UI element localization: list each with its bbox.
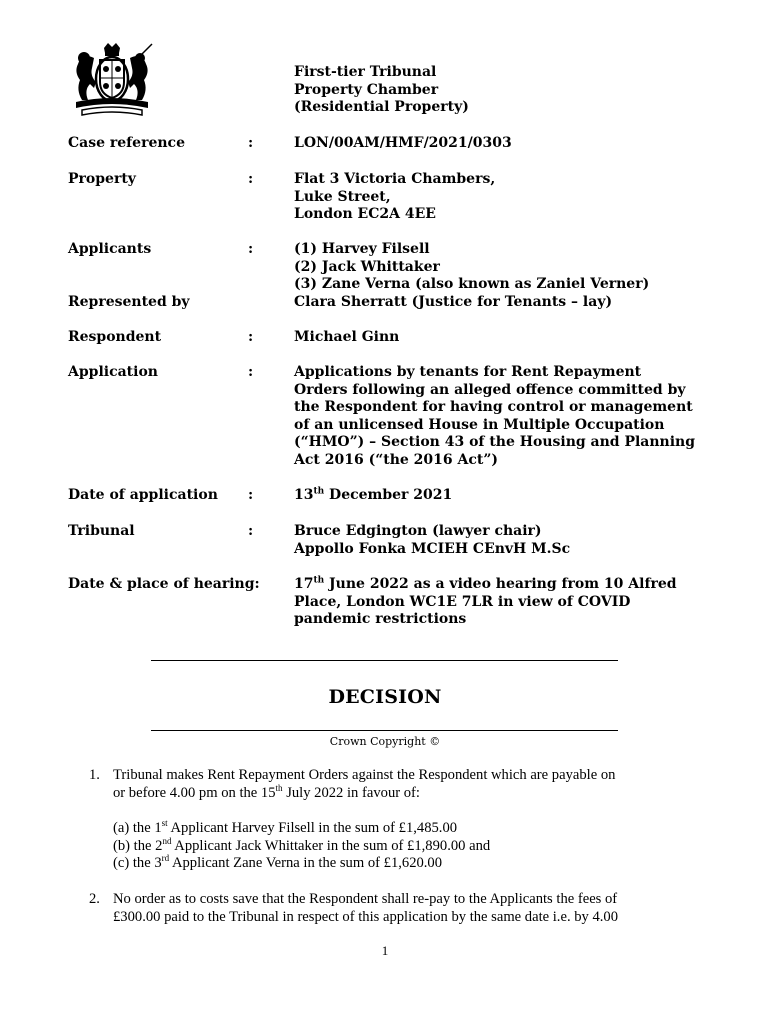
tribunal-label: Tribunal: [68, 523, 135, 539]
address-line: Luke Street,: [294, 188, 391, 205]
address-line: Flat 3 Victoria Chambers,: [294, 171, 496, 187]
royal-coat-of-arms-logo: [68, 42, 156, 118]
represented-by-label: Represented by: [68, 294, 190, 310]
application-line: Applications by tenants for Rent Repayment: [294, 364, 642, 380]
paragraph-text: [113, 891, 703, 926]
hearing-line: 17th June 2022 as a video hearing from 10 Alfred: [294, 575, 677, 592]
colon: :: [248, 135, 254, 151]
award-item: (a) the 1st Applicant Harvey Filsell in the sum of £1,485.00: [113, 818, 458, 836]
award-item: (c) the 3rd Applicant Zane Verna in the sum of £1,620.00: [113, 853, 443, 872]
respondent-label: Respondent: [68, 329, 162, 345]
date-of-application-label: Date of application: [68, 487, 218, 503]
award-item: (b) the 2nd Applicant Jack Whittaker in the sum of £1,890.00 and: [113, 835, 491, 854]
divider-top: [151, 660, 618, 661]
applicant-item: (2) Jack Whittaker: [294, 258, 440, 275]
decision-title: DECISION: [328, 686, 442, 708]
application-description: [294, 364, 704, 470]
property-address: [294, 171, 704, 224]
chamber-name: Property Chamber: [294, 81, 439, 98]
divider-bottom: [151, 730, 618, 731]
paragraph-line: or before 4.00 pm on the 15th July 2022 in favour of:: [113, 782, 420, 801]
paragraph-number: 2.: [89, 891, 100, 907]
application-line: Act 2016 (“the 2016 Act”): [294, 451, 499, 468]
application-line: the Respondent for having control or management: [294, 399, 693, 416]
chamber-subtitle: (Residential Property): [294, 99, 469, 116]
property-label: Property: [68, 171, 136, 187]
date-of-application-value: 13th December 2021: [294, 486, 453, 503]
hearing-label: Date & place of hearing:: [68, 576, 260, 592]
page-number: 1: [381, 943, 389, 958]
tribunal-members: [294, 523, 704, 558]
crown-copyright: Crown Copyright ©: [329, 735, 441, 748]
application-line: (“HMO”) – Section 43 of the Housing and Planning: [294, 434, 696, 451]
respondent-value: Michael Ginn: [294, 329, 400, 345]
colon: :: [248, 364, 254, 380]
award-list: [113, 820, 490, 873]
case-reference-label: Case reference: [68, 135, 185, 151]
application-line: of an unlicensed House in Multiple Occupation: [294, 416, 665, 433]
paragraph-line: Tribunal makes Rent Repayment Orders against the Respondent which are payable on: [113, 767, 616, 783]
tribunal-heading: [294, 64, 469, 117]
case-reference-value: LON/00AM/HMF/2021/0303: [294, 135, 512, 151]
hearing-line: Place, London WC1E 7LR in view of COVID: [294, 593, 631, 610]
paragraph-line: No order as to costs save that the Respondent shall re-pay to the Applicants the fees of: [113, 891, 618, 907]
colon: :: [248, 523, 254, 539]
represented-by-value: Clara Sherratt (Justice for Tenants – lay): [294, 294, 613, 310]
colon: :: [248, 171, 254, 187]
colon: :: [248, 487, 254, 503]
tribunal-member: Appollo Fonka MCIEH CEnvH M.Sc: [294, 540, 571, 557]
colon: :: [248, 329, 254, 345]
paragraph-line: £300.00 paid to the Tribunal in respect of this application by the same date i.e. by 4.00: [113, 908, 619, 925]
applicants-list: [294, 241, 704, 294]
address-line: London EC2A 4EE: [294, 206, 436, 223]
tribunal-member: Bruce Edgington (lawyer chair): [294, 523, 542, 539]
applicant-item: (1) Harvey Filsell: [294, 241, 430, 257]
application-line: Orders following an alleged offence committed by: [294, 381, 686, 398]
applicant-item: (3) Zane Verna (also known as Zaniel Verner): [294, 276, 650, 293]
paragraph-text: [113, 767, 703, 802]
hearing-line: pandemic restrictions: [294, 611, 467, 628]
paragraph-number: 1.: [89, 767, 100, 783]
applicants-label: Applicants: [68, 241, 152, 257]
tribunal-name: First-tier Tribunal: [294, 64, 437, 80]
colon: :: [248, 241, 254, 257]
application-label: Application: [68, 364, 158, 380]
hearing-details: [294, 576, 704, 629]
